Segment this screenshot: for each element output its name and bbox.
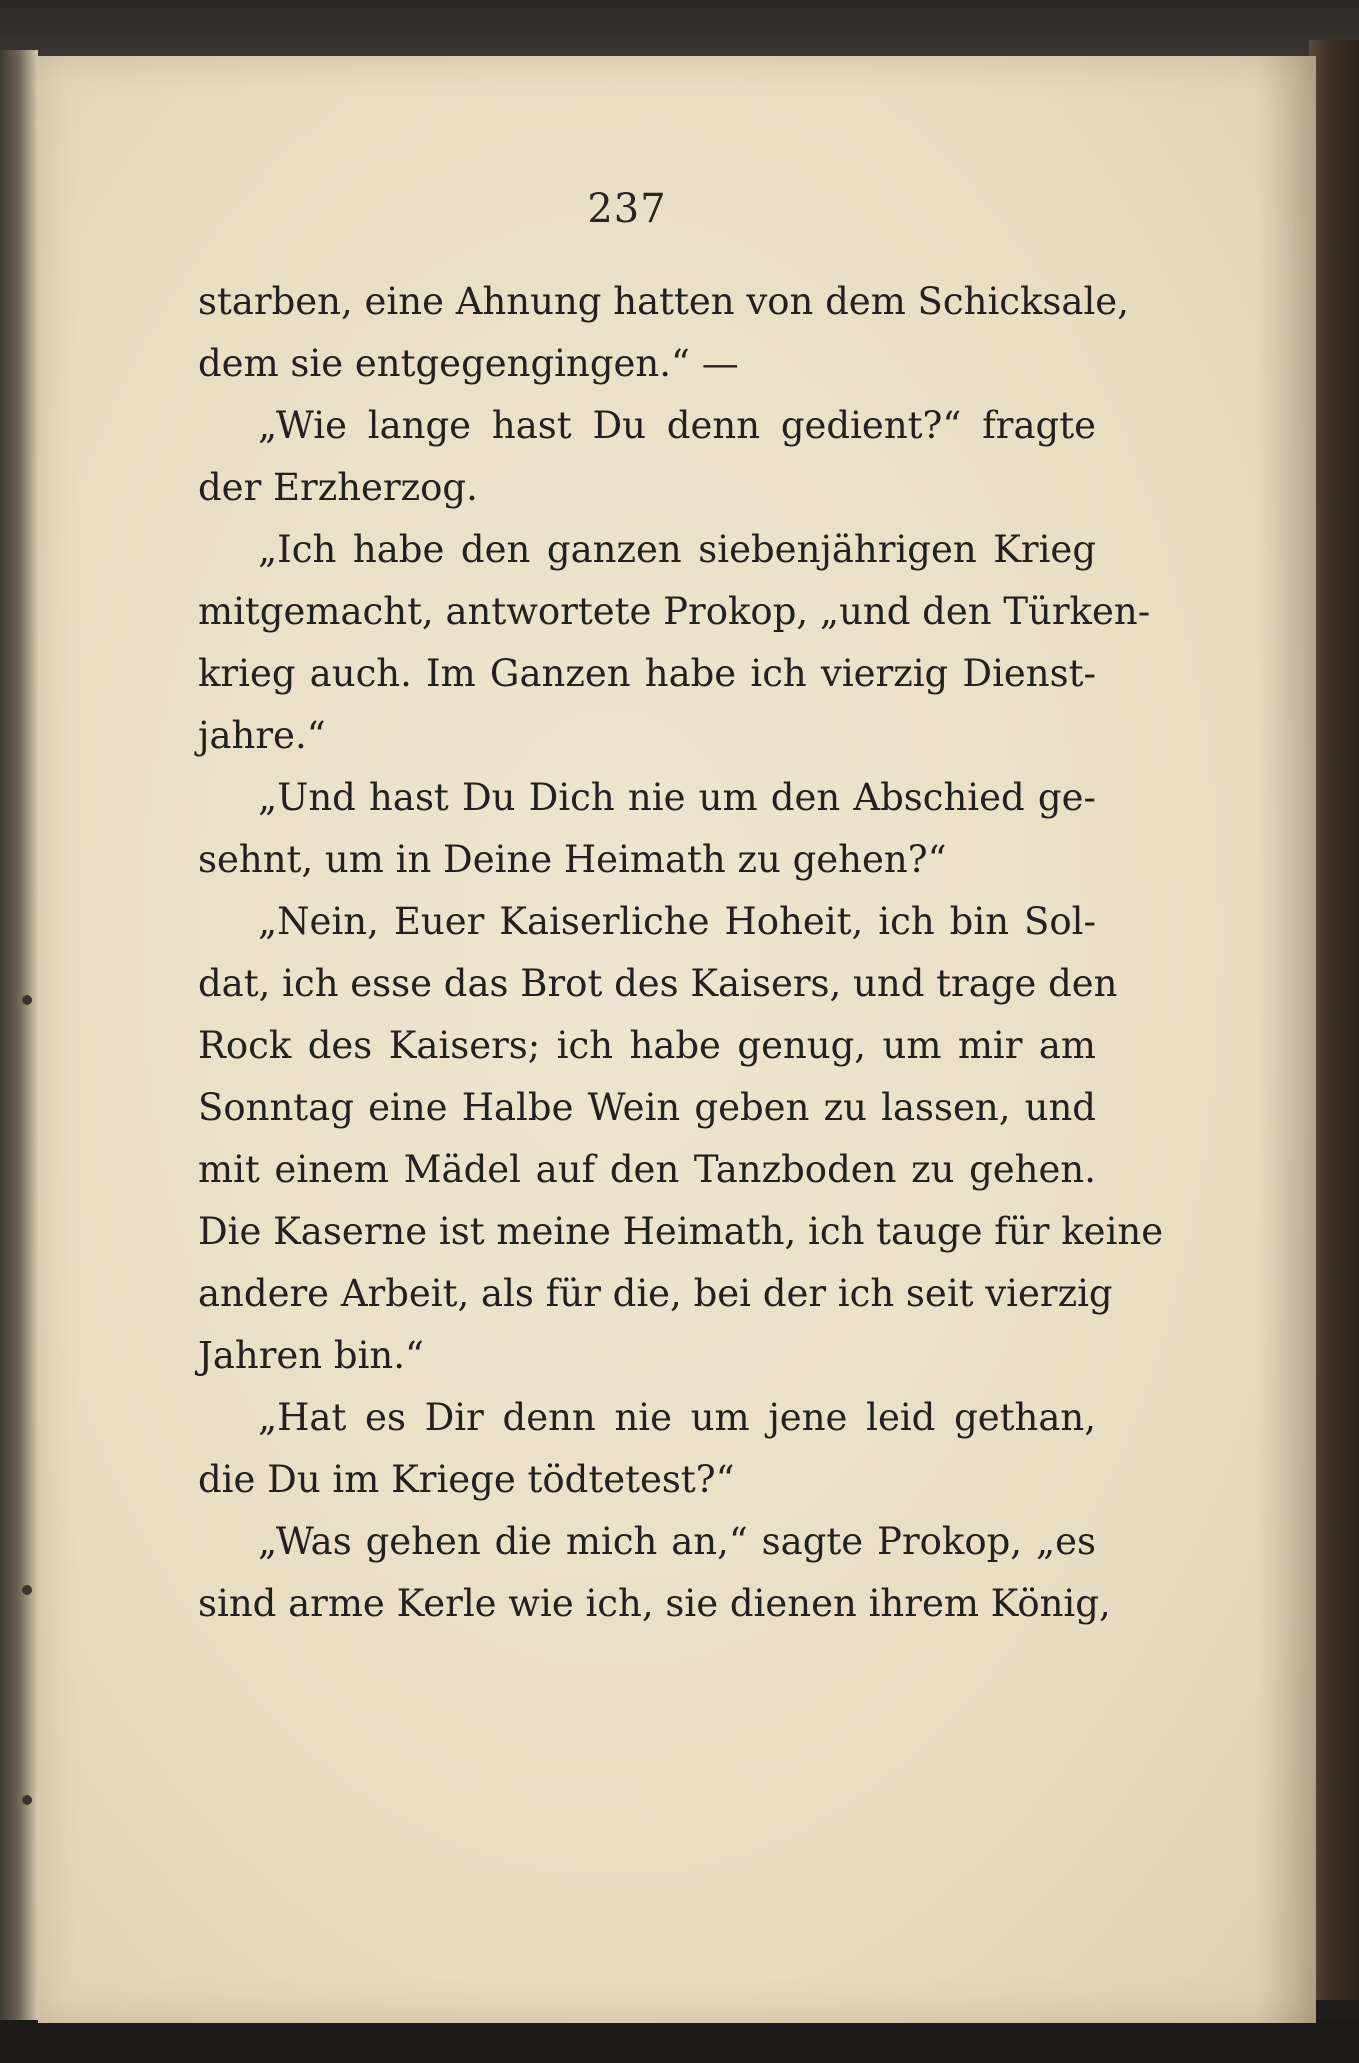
text-line: sehnt, um in Deine Heimath zu gehen?“: [198, 838, 947, 881]
text-line: starben, eine Ahnung hatten von dem Schicksale,: [198, 280, 1129, 323]
text-line: dem sie entgegengingen.“ —: [198, 342, 739, 385]
book-edge-top: [0, 0, 1359, 60]
body-text: [198, 271, 1164, 1635]
page-shadow: [1256, 56, 1316, 2023]
text-line: andere Arbeit, als für die, bei der ich seit vierzig: [198, 1272, 1113, 1315]
book-page: [38, 56, 1316, 2023]
text-line: „Und hast Du Dich nie um den Abschied ge-: [258, 776, 1096, 819]
book-edge-bottom: [0, 2018, 1359, 2063]
text-line: „Was gehen die mich an,“ sagte Prokop, „es: [258, 1520, 1096, 1563]
text-line: „Hat es Dir denn nie um jene leid gethan,: [258, 1396, 1096, 1439]
binding-mark: [22, 1585, 32, 1595]
text-line: der Erzherzog.: [198, 466, 478, 509]
text-line: mitgemacht, antwortete Prokop, „und den Türken-: [198, 590, 1151, 633]
text-line: Sonntag eine Halbe Wein geben zu lassen, und: [198, 1086, 1096, 1129]
text-line: die Du im Kriege tödtetest?“: [198, 1458, 735, 1501]
page-number: 237: [587, 186, 667, 232]
text-line: „Ich habe den ganzen siebenjährigen Krieg: [258, 528, 1096, 571]
book-edge-right: [1309, 40, 1359, 2000]
binding-mark: [22, 1795, 32, 1805]
text-line: Jahren bin.“: [198, 1334, 424, 1377]
text-line: krieg auch. Im Ganzen habe ich vierzig Dienst-: [198, 652, 1096, 695]
text-line: sind arme Kerle wie ich, sie dienen ihrem König,: [198, 1582, 1111, 1625]
text-line: mit einem Mädel auf den Tanzboden zu gehen.: [198, 1148, 1096, 1191]
binding-mark: [22, 995, 32, 1005]
text-line: „Wie lange hast Du denn gedient?“ fragte: [258, 404, 1096, 447]
left-gutter: [0, 50, 38, 2020]
text-line: dat, ich esse das Brot des Kaisers, und trage den: [198, 962, 1118, 1005]
text-line: „Nein, Euer Kaiserliche Hoheit, ich bin Sol-: [258, 900, 1096, 943]
text-line: Rock des Kaisers; ich habe genug, um mir am: [198, 1024, 1096, 1067]
text-line: Die Kaserne ist meine Heimath, ich tauge für keine: [198, 1210, 1164, 1253]
text-line: jahre.“: [198, 714, 326, 757]
